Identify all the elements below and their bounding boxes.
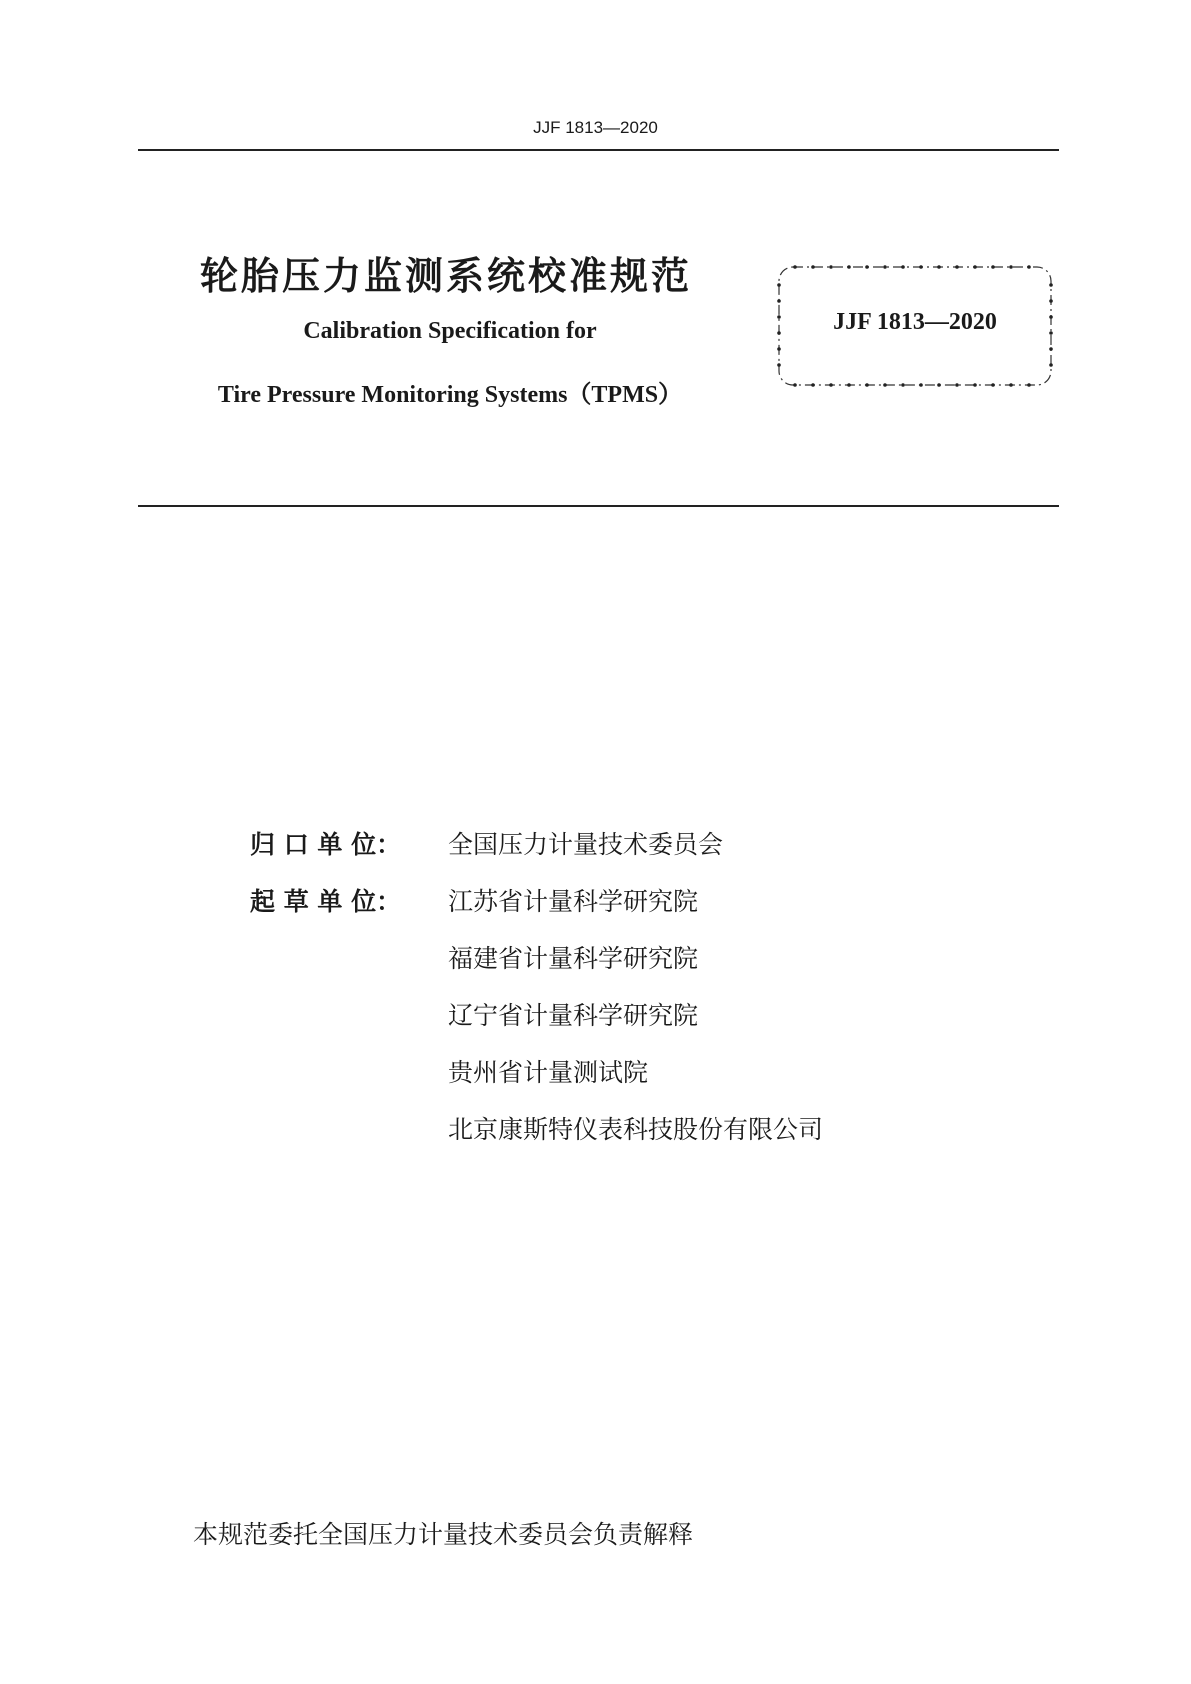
title-chinese: 轮胎压力监测系统校准规范 [200, 254, 693, 298]
specification-code: JJF 1813—2020 [833, 309, 997, 335]
running-header-code: JJF 1813—2020 [533, 118, 658, 137]
title-english-line-2: Tire Pressure Monitoring Systems（TPMS） [217, 382, 683, 408]
drafting-unit-label: 起 草 单 位： [250, 887, 402, 916]
responsible-unit-row [250, 825, 724, 861]
drafting-unit-2: 福建省计量科学研究院 [448, 944, 699, 973]
title-section-rule [138, 505, 1059, 507]
drafting-unit-1: 江苏省计量科学研究院 [448, 887, 699, 916]
interpretation-note: 本规范委托全国压力计量技术委员会负责解释 [193, 1520, 694, 1549]
drafting-units-row [250, 882, 446, 918]
drafting-unit-3: 辽宁省计量科学研究院 [448, 1001, 699, 1030]
responsible-unit-value: 全国压力计量技术委员会 [448, 830, 724, 859]
specification-code-box [775, 263, 1055, 389]
header-rule [138, 149, 1059, 151]
drafting-unit-5: 北京康斯特仪表科技股份有限公司 [448, 1115, 824, 1144]
responsible-unit-label: 归 口 单 位： [250, 830, 402, 859]
title-english-line-1: Calibration Specification for [303, 318, 597, 344]
drafting-unit-4: 贵州省计量测试院 [448, 1058, 649, 1087]
